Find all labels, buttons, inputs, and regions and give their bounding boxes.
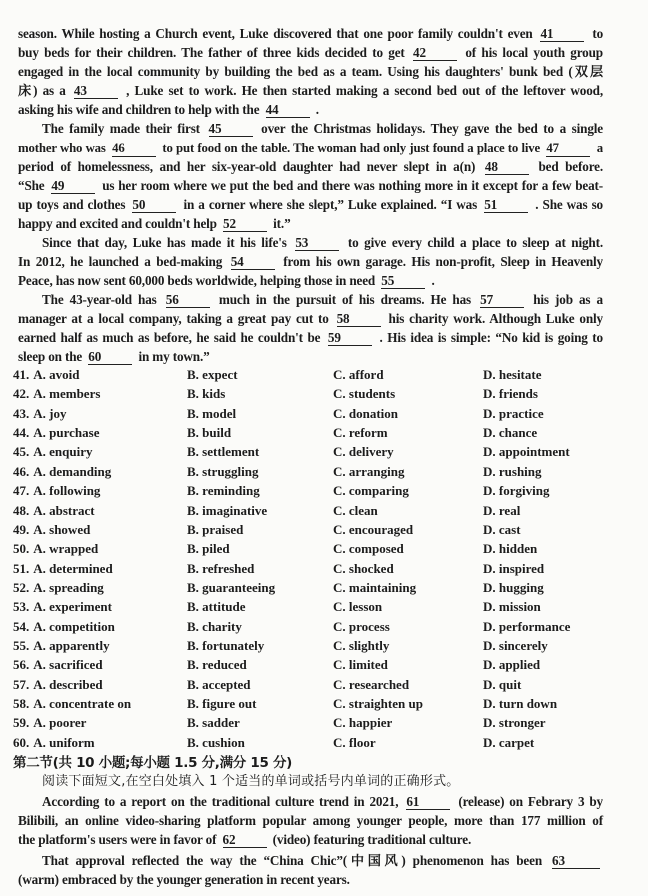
option-b: B. build [187,425,232,441]
option-a [13,539,98,558]
question-number: 58. [13,696,30,711]
option-row [13,384,613,403]
option-b: B. praised [187,521,244,537]
option-row [13,442,613,461]
option-c: C. researched [333,676,410,692]
passage-line: Bilibili, an online video-sharing platform popular among younger people, more than 177 million of [18,813,603,828]
passage-line: In 2012, he launched a bed-making 54 from his own garage. His non-profit, Sleep in Heavenly [18,254,603,269]
passage-line: up toys and clothes 50 in a corner where she slept,” Luke explained. “I was 51 . She was so [18,197,603,212]
blank-53: 53 [295,235,339,251]
option-c: C. maintaining [333,579,417,595]
option-b: B. cushion [187,734,245,750]
option-a [13,617,115,636]
option-a [13,694,131,713]
option-d: D. practice [483,405,544,421]
option-c: C. afford [333,367,384,382]
passage-line: asking his wife and children to help with the 44 . [18,102,319,117]
option-b: B. fortunately [187,637,265,653]
option-b: B. imaginative [187,502,268,518]
question-number: 46. [13,463,30,479]
passage-line: manager at a local company, taking a great pay cut to 58 his charity work. Although Luke only [18,311,603,326]
blank-45: 45 [209,121,253,137]
passage-line: Peace, has now sent 60,000 beds worldwide, helping those in need 55 . [18,273,435,288]
blank-41: 41 [540,26,584,42]
option-c: C. encouraged [333,521,414,537]
question-number: 60. [13,734,30,750]
passage-line: According to a report on the traditional culture trend in 2021, 61 (release) on Febrary 3 by [42,794,603,809]
question-number: 49. [13,521,30,537]
passage-line: season. While hosting a Church event, Luke discovered that one poor family couldn't even 41 to [18,26,604,41]
passage-line: “She 49 us her room where we put the bed and there was nothing more in it except for a few beat- [18,178,604,193]
option-row [13,597,613,616]
option-c: C. lesson [333,599,383,615]
question-number: 43. [13,405,30,421]
option-d: D. forgiving [483,483,550,499]
passage-line: sleep on the 60 in my town.” [18,349,210,364]
question-number: 54. [13,618,30,634]
option-d: D. cast [483,521,521,537]
passage-line: buy beds for their children. The father of three kids decided to get 42 of his local youth group [18,45,603,60]
option-b: B. reduced [187,657,247,673]
option-b: B. guaranteeing [187,579,276,595]
option-a [13,578,104,597]
blank-63: 63 [552,853,600,869]
option-row [13,462,613,481]
question-number: 56. [13,657,30,673]
option-a [13,481,100,500]
question-number: 55. [13,637,30,653]
option-d: D. quit [483,676,522,692]
option-a-text: A. experiment [33,599,112,615]
section-instruction: 阅读下面短文,在空白处填入 1 个适当的单词或括号内单词的正确形式。 [42,774,460,789]
option-a [13,423,99,442]
option-row [13,423,613,442]
blank-58: 58 [337,311,381,327]
blank-50: 50 [132,197,176,213]
option-b: B. accepted [187,676,251,692]
blank-55: 55 [381,273,425,289]
option-a-text: A. demanding [33,463,112,479]
option-d: D. friends [483,386,538,402]
blank-51: 51 [484,197,528,213]
option-row [13,539,613,558]
option-c: C. composed [333,541,404,557]
option-b: B. sadder [187,715,240,731]
passage-line: Since that day, Luke has made it his life's 53 to give every child a place to sleep at night. [42,235,603,250]
blank-62: 62 [223,832,267,848]
option-c: C. floor [333,734,376,750]
question-number: 51. [13,560,30,576]
option-c: C. arranging [333,463,405,479]
blank-43: 43 [74,83,118,99]
option-b: B. model [187,405,237,421]
blank-54: 54 [231,254,275,270]
blank-56: 56 [166,292,210,308]
option-c: C. limited [333,657,388,673]
blank-49: 49 [51,178,95,194]
option-a-text: A. sacrificed [33,657,103,673]
option-a [13,462,111,481]
option-row [13,501,613,520]
option-b: B. kids [187,386,226,402]
passage-line: The 43-year-old has 56 much in the pursuit of his dreams. He has 57 his job as a [42,292,603,307]
passage-line: engaged in the local community by building the bed as a team. Using his daughters' bunk bed (双层 [18,64,603,79]
option-row [13,365,613,384]
option-d: D. stronger [483,715,546,731]
option-a-text: A. following [33,483,101,499]
option-d: D. hesitate [483,367,542,382]
option-row [13,636,613,655]
option-a [13,404,66,423]
option-row [13,675,613,694]
passage-line: happy and excited and couldn't help 52 it.” [18,216,291,231]
blank-60: 60 [88,349,132,365]
option-d: D. turn down [483,696,558,711]
passage-line: The family made their first 45 over the Christmas holidays. They gave the bed to a single [42,121,603,136]
passage-line: That approval reflected the way the “China Chic”(中国风) phenomenon has been 63 [42,852,603,870]
question-number: 59. [13,715,30,731]
option-b: B. reminding [187,483,260,499]
question-number: 42. [13,386,30,402]
option-a [13,501,95,520]
option-d: D. rushing [483,463,542,479]
option-a-text: A. wrapped [33,541,99,557]
option-a [13,559,113,578]
option-a [13,384,100,403]
option-row [13,655,613,674]
option-a [13,442,92,461]
option-a-text: A. competition [33,618,115,634]
option-a-text: A. enquiry [33,444,93,460]
option-a [13,636,110,655]
blank-52: 52 [223,216,267,232]
option-a-text: A. spreading [33,579,104,595]
passage-line: 床) as a 43 , Luke set to work. He then started making a second bed out of the leftover wood, [18,83,603,98]
option-a [13,713,86,732]
option-d: D. applied [483,657,541,673]
option-c: C. delivery [333,444,394,460]
option-c: C. donation [333,405,399,421]
option-d: D. chance [483,425,538,441]
passage-line: period of homelessness, and her six-year-old daughter had never slept in a(n) 48 bed before. [18,159,604,174]
option-row [13,559,613,578]
option-d: D. real [483,502,521,518]
option-a-text: A. showed [33,521,91,537]
option-b: B. settlement [187,444,260,460]
option-c: C. shocked [333,560,394,576]
option-c: C. students [333,386,396,402]
option-a [13,597,112,616]
option-row [13,617,613,636]
option-d: D. inspired [483,560,545,576]
option-d: D. appointment [483,444,570,460]
option-d: D. hugging [483,579,544,595]
option-a [13,365,79,384]
option-row [13,578,613,597]
option-b: B. piled [187,541,230,557]
passage-line: (warm) embraced by the younger generation in recent years. [18,872,350,887]
option-d: D. performance [483,618,571,634]
option-row [13,520,613,539]
blank-47: 47 [546,141,590,157]
option-a-text: A. joy [33,405,67,421]
option-a-text: A. concentrate on [33,696,132,711]
option-a-text: A. avoid [33,367,80,382]
option-a [13,655,103,674]
option-a [13,733,95,752]
option-b: B. charity [187,618,242,634]
option-a-text: A. abstract [33,502,95,518]
option-c: C. reform [333,425,388,441]
option-d: D. hidden [483,541,538,557]
option-b: B. expect [187,367,238,382]
option-c: C. happier [333,715,393,731]
section-heading: 第二节(共 10 小题;每小题 1.5 分,满分 15 分) [13,755,293,771]
blank-42: 42 [413,45,457,61]
passage-line: the platform's users were in favor of 62 (video) featuring traditional culture. [18,832,472,847]
option-a-text: A. determined [33,560,113,576]
option-a-text: A. described [33,676,103,692]
option-a-text: A. poorer [33,715,87,731]
option-a-text: A. purchase [33,425,100,441]
question-number: 45. [13,444,30,460]
blank-59: 59 [328,330,372,346]
blank-57: 57 [480,292,524,308]
passage-line: mother who was 46 to put food on the table. The woman had only just found a place to live 47 a [18,141,603,155]
option-a [13,520,90,539]
question-number: 41. [13,367,30,382]
option-c: C. process [333,618,390,634]
blank-48: 48 [485,159,529,175]
option-d: D. mission [483,599,541,615]
blank-46: 46 [112,141,156,157]
question-number: 57. [13,676,30,692]
blank-61: 61 [406,794,450,810]
option-row [13,713,613,732]
question-number: 44. [13,425,30,441]
question-number: 48. [13,502,30,518]
question-number: 50. [13,541,30,557]
option-b: B. figure out [187,696,257,711]
option-d: D. sincerely [483,637,548,653]
question-number: 53. [13,599,30,615]
blank-44: 44 [266,102,310,118]
option-c: C. straighten up [333,696,423,711]
option-a-text: A. apparently [33,637,110,653]
question-number: 47. [13,483,30,499]
question-number: 52. [13,579,30,595]
option-b: B. struggling [187,463,259,479]
passage-line: earned half as much as before, he said he couldn't be 59 . His idea is simple: “No kid is going to [18,330,603,345]
option-row [13,404,613,423]
option-a-text: A. uniform [33,734,95,750]
option-d: D. carpet [483,734,535,750]
option-a-text: A. members [33,386,101,402]
option-c: C. slightly [333,637,390,653]
option-c: C. clean [333,502,378,518]
option-row [13,694,613,713]
option-b: B. refreshed [187,560,255,576]
option-row [13,481,613,500]
option-a [13,675,103,694]
option-row [13,733,613,752]
option-b: B. attitude [187,599,246,615]
option-c: C. comparing [333,483,409,499]
